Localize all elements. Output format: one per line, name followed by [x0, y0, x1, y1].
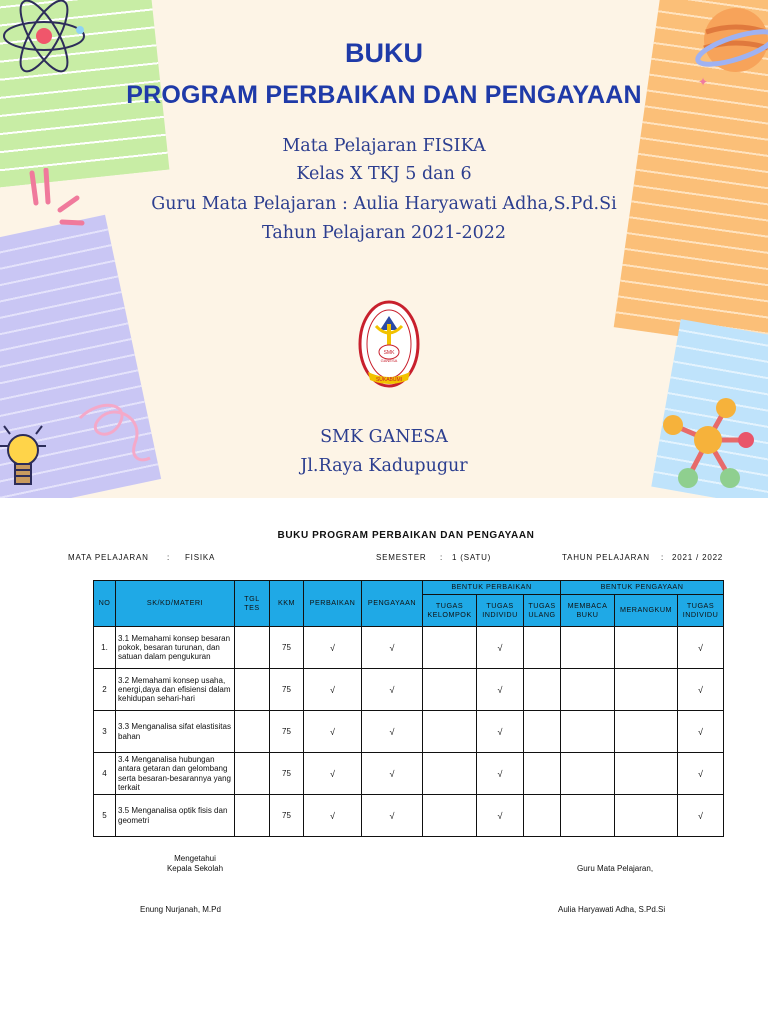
row-tugas-individu-pengayaan-check: √ [678, 753, 724, 795]
row-merangkum [615, 627, 678, 669]
row-tgl [235, 711, 270, 753]
row-tgl [235, 669, 270, 711]
cover-class: Kelas X TKJ 5 dan 6 [296, 164, 472, 184]
header-sk-kd-materi: SK/KD/MATERI [116, 581, 235, 627]
row-no: 3 [94, 711, 116, 753]
cover [0, 0, 768, 498]
row-perbaikan-check: √ [304, 795, 362, 837]
row-membaca-buku [561, 669, 615, 711]
row-perbaikan-check: √ [304, 711, 362, 753]
row-sk-kd: 3.5 Menganalisa optik fisis dan geometri [116, 795, 235, 837]
signature-left-name: Enung Nurjanah, M.Pd [140, 905, 221, 914]
row-pengayaan-check: √ [362, 795, 423, 837]
header-tugas-ulang: TUGAS ULANG [524, 595, 561, 627]
row-tgl [235, 795, 270, 837]
row-merangkum [615, 669, 678, 711]
table-row [94, 669, 724, 711]
semester-separator: : [440, 553, 444, 562]
school-logo [358, 300, 420, 392]
row-no: 2 [94, 669, 116, 711]
school-name: SMK GANESA [320, 427, 448, 447]
row-kkm: 75 [270, 669, 304, 711]
semester-value: 1 (SATU) [452, 553, 492, 562]
row-perbaikan-check: √ [304, 669, 362, 711]
document-title: BUKU PROGRAM PERBAIKAN DAN PENGAYAAN [277, 530, 535, 541]
year-label: TAHUN PELAJARAN [562, 553, 650, 562]
row-tugas-ulang [524, 627, 561, 669]
logo-center-subtext: GANESA [380, 358, 398, 363]
row-membaca-buku [561, 627, 615, 669]
signature-left-line1: Mengetahui [174, 854, 216, 863]
row-tugas-individu-pengayaan-check: √ [678, 711, 724, 753]
header-bentuk-perbaikan: BENTUK PERBAIKAN [423, 581, 561, 595]
row-tugas-kelompok [423, 669, 477, 711]
row-no: 4 [94, 753, 116, 795]
svg-text:✦: ✦ [698, 75, 709, 89]
row-no: 1. [94, 627, 116, 669]
row-tugas-kelompok [423, 795, 477, 837]
header-no: NO [94, 581, 116, 627]
row-merangkum [615, 753, 678, 795]
row-sk-kd: 3.3 Menganalisa sifat elastisitas bahan [116, 711, 235, 753]
school-address: Jl.Raya Kadupugur [300, 456, 468, 476]
table-row [94, 795, 724, 837]
cover-teacher: Guru Mata Pelajaran : Aulia Haryawati Adha,S.Pd.Si [151, 194, 617, 214]
header-bentuk-pengayaan: BENTUK PENGAYAAN [561, 581, 724, 595]
row-perbaikan-check: √ [304, 753, 362, 795]
cover-title-line1: BUKU [345, 38, 423, 68]
row-merangkum [615, 795, 678, 837]
row-perbaikan-check: √ [304, 627, 362, 669]
header-membaca-buku: MEMBACA BUKU [561, 595, 615, 627]
row-membaca-buku [561, 795, 615, 837]
row-tugas-ulang [524, 753, 561, 795]
row-tugas-individu-check: √ [477, 669, 524, 711]
row-tugas-individu-check: √ [477, 753, 524, 795]
row-kkm: 75 [270, 711, 304, 753]
table-row [94, 627, 724, 669]
subject-separator: : [167, 553, 171, 562]
header-tugas-individu: TUGAS INDIVIDU [477, 595, 524, 627]
row-tugas-ulang [524, 795, 561, 837]
row-membaca-buku [561, 711, 615, 753]
signature-right-line1: Guru Mata Pelajaran, [577, 864, 654, 873]
row-merangkum [615, 711, 678, 753]
row-sk-kd: 3.2 Memahami konsep usaha, energi,daya dan efisiensi dalam kehidupan sehari-hari [116, 669, 235, 711]
header-tugas-individu-pengayaan: TUGAS INDIVIDU [678, 595, 724, 627]
subject-label: MATA PELAJARAN [68, 553, 149, 562]
header-pengayaan: PENGAYAAN [362, 581, 423, 627]
row-tugas-individu-check: √ [477, 795, 524, 837]
header-perbaikan: PERBAIKAN [304, 581, 362, 627]
logo-ribbon-text: SUKABUMI [375, 377, 403, 383]
signature-left-block [150, 854, 240, 874]
signature-right-name: Aulia Haryawati Adha, S.Pd.Si [558, 905, 666, 914]
row-tugas-individu-pengayaan-check: √ [678, 795, 724, 837]
row-tugas-individu-check: √ [477, 711, 524, 753]
row-tgl [235, 753, 270, 795]
logo-center-text: SMK [383, 350, 395, 356]
cover-year: Tahun Pelajaran 2021-2022 [262, 223, 506, 243]
table-row [94, 711, 724, 753]
row-membaca-buku [561, 753, 615, 795]
row-sk-kd: 3.1 Memahami konsep besaran pokok, besaran turunan, dan satuan dalam pengukuran [116, 627, 235, 669]
header-kkm: KKM [270, 581, 304, 627]
row-kkm: 75 [270, 753, 304, 795]
row-tugas-ulang [524, 669, 561, 711]
subject-value: FISIKA [185, 553, 216, 562]
row-pengayaan-check: √ [362, 669, 423, 711]
cover-title-line2: PROGRAM PERBAIKAN DAN PENGAYAAN [126, 81, 642, 109]
row-tugas-kelompok [423, 753, 477, 795]
table-row [94, 753, 724, 795]
header-merangkum: MERANGKUM [615, 595, 678, 627]
row-tgl [235, 627, 270, 669]
remedial-enrichment-table [93, 580, 724, 837]
signature-left-line2: Kepala Sekolah [166, 864, 224, 873]
row-kkm: 75 [270, 627, 304, 669]
row-no: 5 [94, 795, 116, 837]
row-pengayaan-check: √ [362, 627, 423, 669]
row-kkm: 75 [270, 795, 304, 837]
year-separator: : [661, 553, 665, 562]
row-tugas-kelompok [423, 627, 477, 669]
year-value: 2021 / 2022 [672, 553, 724, 562]
row-pengayaan-check: √ [362, 753, 423, 795]
header-tgl-tes: TGL TES [235, 581, 270, 627]
row-tugas-kelompok [423, 711, 477, 753]
semester-label: SEMESTER [376, 553, 427, 562]
row-tugas-ulang [524, 711, 561, 753]
row-sk-kd: 3.4 Menganalisa hubungan antara getaran dan gelombang serta besaran-besarannya yang terkait [116, 753, 235, 795]
row-tugas-individu-pengayaan-check: √ [678, 669, 724, 711]
row-pengayaan-check: √ [362, 711, 423, 753]
row-tugas-individu-check: √ [477, 627, 524, 669]
row-tugas-individu-pengayaan-check: √ [678, 627, 724, 669]
header-tugas-kelompok: TUGAS KELOMPOK [423, 595, 477, 627]
cover-subject: Mata Pelajaran FISIKA [282, 136, 486, 156]
